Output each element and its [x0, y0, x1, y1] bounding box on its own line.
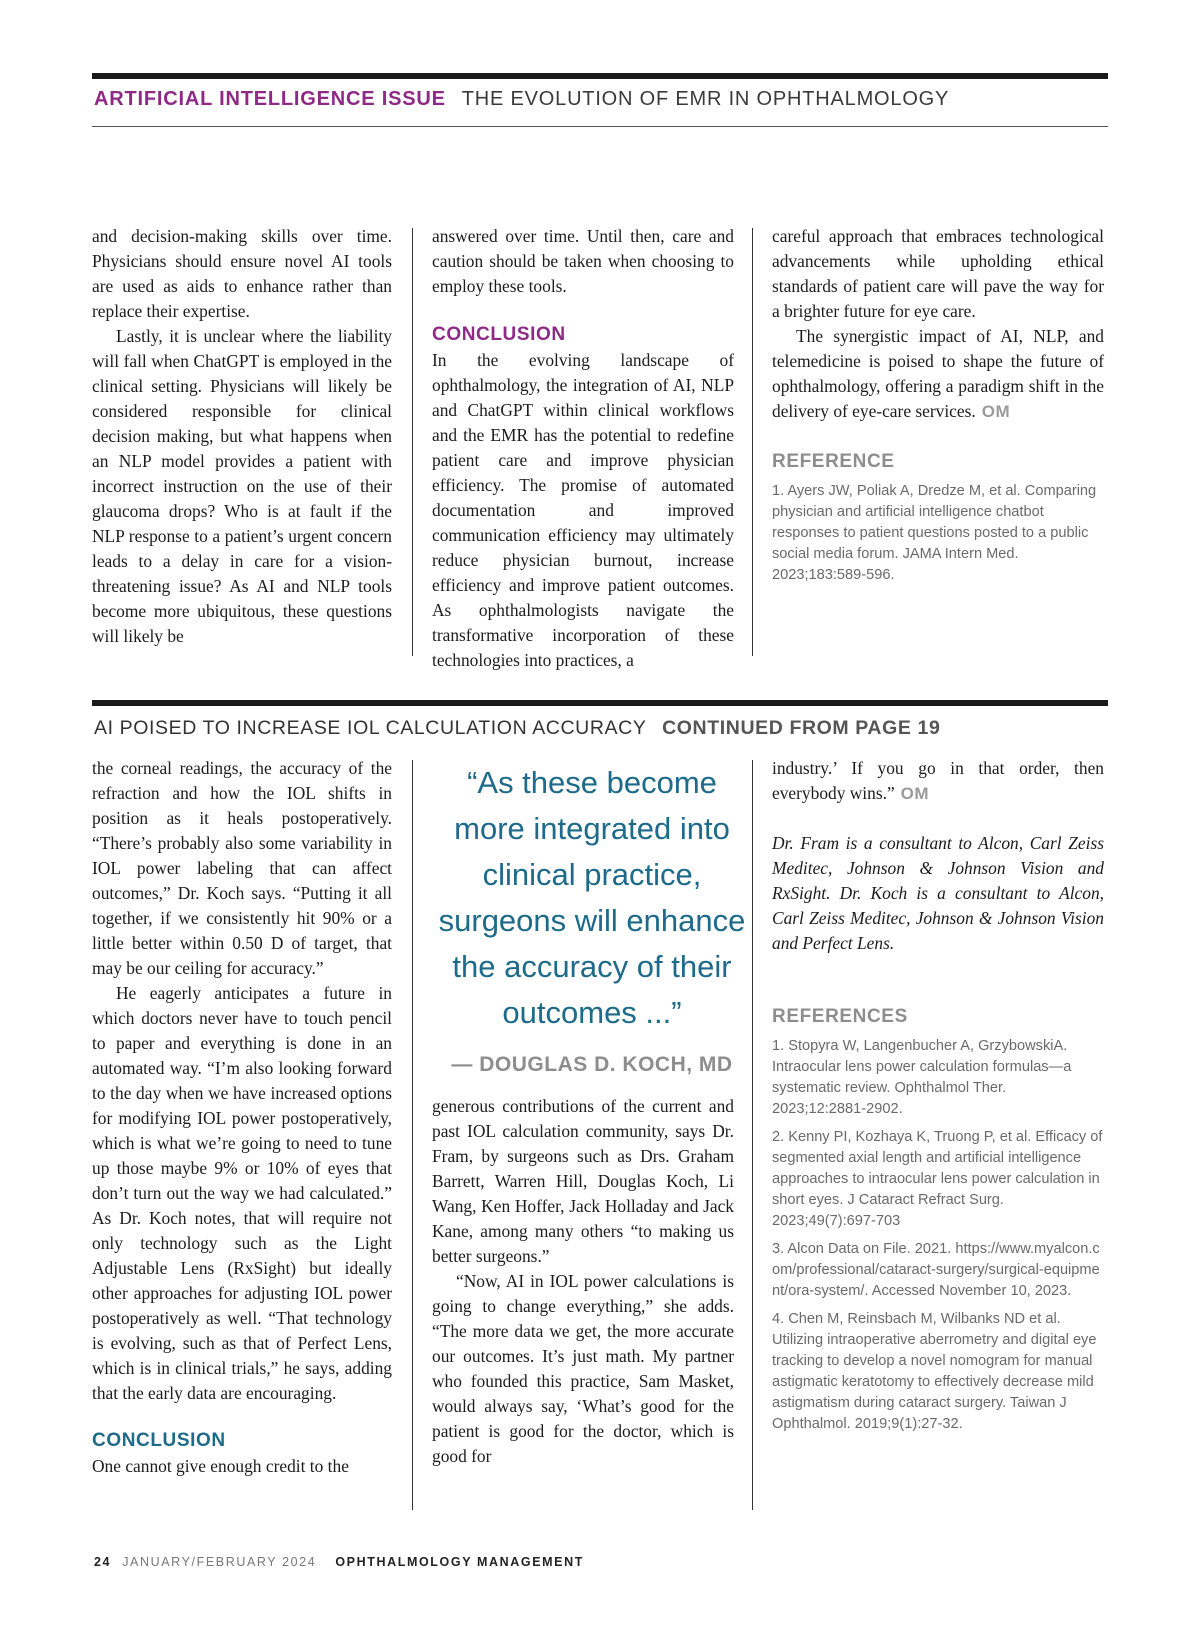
- paragraph: [772, 324, 1104, 424]
- header-rule: [92, 126, 1108, 127]
- paragraph: One cannot give enough credit to the: [92, 1456, 349, 1476]
- article2-column-2: [432, 1094, 734, 1469]
- paragraph: careful approach that embraces technological advancements while upholding ethical standards of patient care will pave the way for a brighter future for eye care.: [772, 226, 1104, 321]
- article-title: THE EVOLUTION OF EMR IN OPHTHALMOLOGY: [461, 88, 950, 110]
- reference-item: 2. Kenny PI, Kozhaya K, Truong P, et al. Efficacy of segmented axial length and artificial intelligence approaches to intraocular lens power calculation in short eyes. J Cataract Refract Surg. 2023;49(7):697-703: [772, 1129, 1103, 1229]
- continued-article-title: AI POISED TO INCREASE IOL CALCULATION ACCURACY: [94, 717, 647, 739]
- paragraph: He eagerly anticipates a future in which doctors never have to touch pencil to paper and everything is done in an automated way. “I’m also looking forward to the day when we have increased options for modifying IOL power postoperatively, which is what we’re going to need to tune up those maybe 9% or 10% of eyes that don’t turn out the way we had calculated.” As Dr. Koch notes, that will require not only technology such as the Light Adjustable Lens (RxSight) but ideally other approaches for adjusting IOL power postoperatively as well. “That technology is evolving, such as that of Perfect Lens, which is in clinical trials,” he says, adding that the early data are encouraging.: [92, 983, 392, 1403]
- reference-heading: REFERENCE: [772, 451, 895, 472]
- article2-column-3: [772, 756, 1104, 1435]
- section-rule: [92, 700, 1108, 706]
- reference-item: 4. Chen M, Reinsbach M, Wilbanks ND et al. Utilizing intraoperative aberrometry and digital eye tracking to develop a novel nomogram for manual astigmatic keratotomy to effectively decrease mild astigmatism during cataract surgery. Taiwan J Ophthalmol. 2019;9(1):27-32.: [772, 1311, 1097, 1432]
- column-divider: [412, 760, 413, 1510]
- article1-column-2: [432, 224, 734, 673]
- conclusion-heading: CONCLUSION: [432, 324, 566, 345]
- reference-item: 1. Ayers JW, Poliak A, Dredze M, et al. Comparing physician and artificial intelligence chatbot responses to patient questions posted to a public social media forum. JAMA Intern Med. 2023;183:589-596.: [772, 483, 1097, 583]
- paragraph-text: The synergistic impact of AI, NLP, and telemedicine is poised to shape the future of ophthalmology, offering a paradigm shift in the delivery of eye-care services.: [772, 326, 1104, 421]
- paragraph: and decision-making skills over time. Physicians should ensure novel AI tools are used as aids to enhance rather than replace their expertise.: [92, 226, 392, 321]
- continued-article-header: [94, 717, 940, 740]
- page-footer: [94, 1555, 584, 1569]
- issue-tag: ARTIFICIAL INTELLIGENCE ISSUE: [94, 88, 446, 110]
- references-heading: REFERENCES: [772, 1006, 908, 1027]
- column-divider: [412, 228, 413, 656]
- page-header: [94, 88, 949, 111]
- reference-item: 1. Stopyra W, Langenbucher A, GrzybowskiA. Intraocular lens power calculation formulas—a systematic review. Ophthalmol Ther. 2023;12:2881-2902.: [772, 1038, 1072, 1117]
- column-divider: [752, 228, 753, 656]
- paragraph: Lastly, it is unclear where the liability will fall when ChatGPT is employed in the clinical setting. Physicians will likely be considered responsible for clinical decision making, but what happens when an NLP model provides a patient with incorrect instruction on the use of their glaucoma drops? Who is at fault if the NLP response to a patient’s urgent concern leads to a delay in care for a vision-threatening issue? As AI and NLP tools become more ubiquitous, these questions will likely be: [92, 326, 392, 646]
- paragraph: generous contributions of the current and past IOL calculation community, says Dr. Fram, by surgeons such as Drs. Graham Barrett, Warren Hill, Douglas Koch, Li Wang, Ken Hoffer, Jack Holladay and Jack Kane, among many others “to making us better surgeons.”: [432, 1096, 734, 1266]
- om-end-mark: OM: [981, 402, 1011, 421]
- top-rule: [92, 73, 1108, 79]
- paragraph: the corneal readings, the accuracy of the refraction and how the IOL shifts in position as it heals postoperatively. “There’s probably also some variability in IOL power labeling that can affect outcomes,” Dr. Koch says. “Putting it all together, if we consistently hit 90% or a little better within 0.50 D of target, that may be our ceiling for accuracy.”: [92, 758, 392, 978]
- continued-from-label: CONTINUED FROM PAGE 19: [662, 717, 941, 739]
- paragraph: answered over time. Until then, care and caution should be taken when choosing to employ these tools.: [432, 226, 734, 296]
- page-number: 24: [94, 1555, 112, 1569]
- paragraph: [772, 756, 1104, 806]
- article2-column-1: [92, 756, 392, 1479]
- conclusion-heading: CONCLUSION: [92, 1430, 226, 1451]
- pull-quote-attribution: — DOUGLAS D. KOCH, MD: [451, 1053, 733, 1076]
- paragraph-text: industry.’ If you go in that order, then everybody wins.”: [772, 758, 1104, 803]
- reference-item: 3. Alcon Data on File. 2021. https://www.myalcon.com/professional/cataract-surgery/surgical-equipment/ora-system/. Accessed November 10, 2023.: [772, 1241, 1100, 1299]
- pull-quote: [432, 760, 752, 1080]
- article1-column-3: [772, 224, 1104, 586]
- om-end-mark: OM: [900, 784, 930, 803]
- pull-quote-text: “As these become more integrated into clinical practice, surgeons will enhance the accuracy of their outcomes ...”: [438, 765, 746, 1030]
- article1-column-1: [92, 224, 392, 649]
- issue-date: JANUARY/FEBRUARY 2024: [122, 1555, 317, 1569]
- publication-name: OPHTHALMOLOGY MANAGEMENT: [335, 1555, 584, 1569]
- paragraph: “Now, AI in IOL power calculations is going to change everything,” she adds. “The more data we get, the more accurate our outcomes. It’s just math. My partner who founded this practice, Sam Masket, would always say, ‘What’s good for the patient is good for the doctor, which is good for: [432, 1271, 734, 1466]
- disclosure: Dr. Fram is a consultant to Alcon, Carl Zeiss Meditec, Johnson & Johnson Vision and RxSight. Dr. Koch is a consultant to Alcon, Carl Zeiss Meditec, Johnson & Johnson Vision and Perfect Lens.: [772, 833, 1104, 953]
- column-divider: [752, 760, 753, 1510]
- paragraph: In the evolving landscape of ophthalmology, the integration of AI, NLP and ChatGPT within clinical workflows and the EMR has the potential to redefine patient care and improve physician efficiency. The promise of automated documentation and improved communication efficiency may ultimately reduce physician burnout, increase efficiency and improve patient outcomes. As ophthalmologists navigate the transformative incorporation of these technologies into practices, a: [432, 350, 734, 670]
